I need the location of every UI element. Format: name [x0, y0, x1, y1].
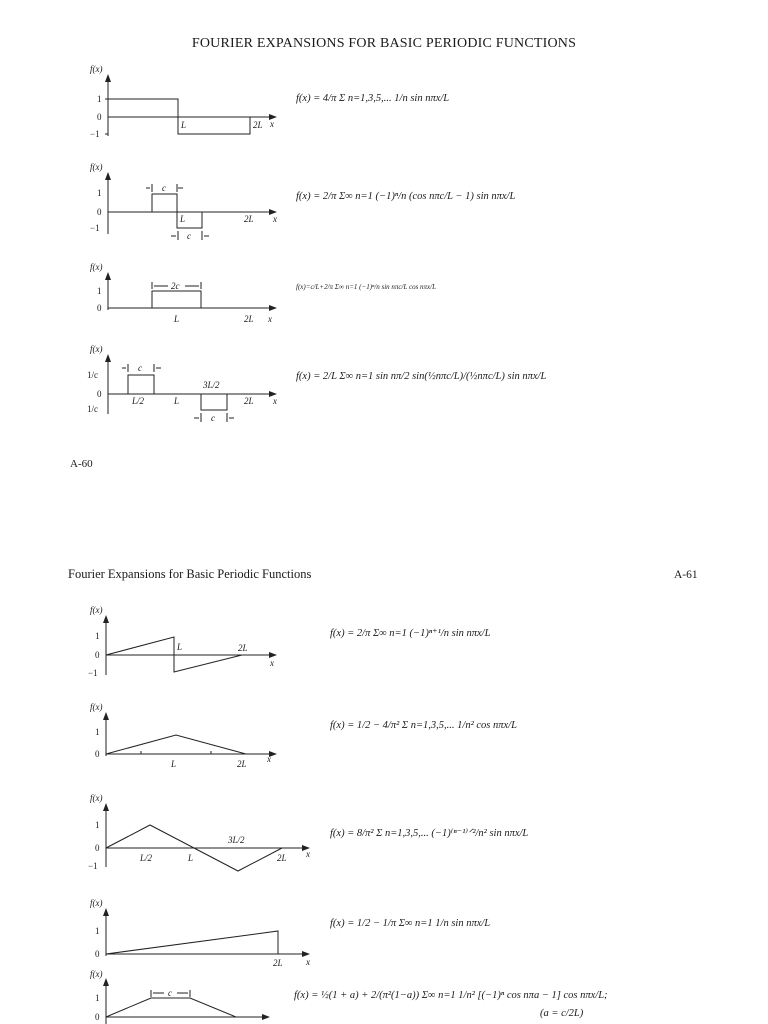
formula-9: f(x) = ½(1 + a) + 2/(π²(1−a)) Σ∞ n=1 1/n² [(−1)ⁿ cos nπa − 1] cos nπx/L;	[294, 990, 608, 1001]
graph-trapezoid	[70, 968, 290, 1024]
axis-label-fx: f(x)	[90, 793, 103, 803]
formula-9-note: (a = c/2L)	[540, 1008, 584, 1019]
tick-label-2L: 2L	[253, 120, 263, 130]
tick-label-1: 1	[95, 926, 100, 936]
tick-label-2L: 2L	[244, 396, 254, 406]
axis-label-x: x	[267, 754, 271, 764]
tick-label-1: 1	[97, 188, 102, 198]
tick-label-0: 0	[97, 389, 102, 399]
axis-label-fx: f(x)	[90, 64, 103, 74]
formula-5: f(x) = 2/π Σ∞ n=1 (−1)ⁿ⁺¹/n sin nπx/L	[330, 628, 491, 639]
tick-label-L: L	[171, 759, 177, 769]
axis-label-fx: f(x)	[90, 898, 103, 908]
formula-4: f(x) = 2/L Σ∞ n=1 sin nπ/2 sin(½nπc/L)/(½nπc/L) sin nπx/L	[296, 371, 547, 382]
tick-label-1: 1	[95, 820, 100, 830]
tick-label-2L: 2L	[273, 958, 283, 968]
formula-2: f(x) = 2/π Σ∞ n=1 (−1)ⁿ/n (cos nπc/L − 1) sin nπx/L	[296, 191, 516, 202]
tick-label-L: L	[174, 314, 180, 324]
width-label-c: c	[187, 231, 191, 241]
graph-zigzag	[70, 791, 320, 873]
graph-ramp	[70, 896, 320, 968]
axis-label-x: x	[270, 658, 274, 668]
tick-label-1-over-c: 1/c	[87, 370, 98, 380]
tick-label-0: 0	[95, 949, 100, 959]
width-label-2c: 2c	[171, 281, 180, 291]
tick-label-L: L	[188, 853, 194, 863]
width-label-c: c	[138, 363, 142, 373]
axis-label-fx: f(x)	[90, 262, 103, 272]
tick-label-0: 0	[95, 650, 100, 660]
page-number: A-61	[674, 569, 698, 581]
tick-label-3L-half: 3L/2	[228, 835, 245, 845]
axis-label-fx: f(x)	[90, 702, 103, 712]
tick-label-minus-1: −1	[88, 668, 98, 678]
tick-label-2L: 2L	[238, 643, 248, 653]
tick-label-0: 0	[95, 843, 100, 853]
axis-label-x: x	[306, 957, 310, 967]
tick-label-2L: 2L	[237, 759, 247, 769]
axis-label-fx: f(x)	[90, 605, 103, 615]
axis-label-fx: f(x)	[90, 969, 103, 979]
tick-label-0: 0	[97, 303, 102, 313]
graph-impulse-pulses	[70, 342, 290, 424]
formula-3: f(x)=c/L+2/π Σ∞ n=1 (−1)ⁿ/n sin nπc/L cos nπx/L	[296, 283, 436, 291]
tick-label-2L: 2L	[244, 214, 254, 224]
running-head: Fourier Expansions for Basic Periodic Functions	[68, 567, 312, 581]
tick-label-L: L	[174, 396, 180, 406]
tick-label-1: 1	[97, 94, 102, 104]
formula-6: f(x) = 1/2 − 4/π² Σ n=1,3,5,... 1/n² cos nπx/L	[330, 720, 517, 731]
tick-label-L-half: L/2	[132, 396, 145, 406]
tick-label-0: 0	[97, 112, 102, 122]
tick-label-3L-half: 3L/2	[203, 380, 220, 390]
page-number: A-60	[70, 458, 93, 470]
formula-1: f(x) = 4/π Σ n=1,3,5,... 1/n sin nπx/L	[296, 93, 450, 104]
tick-label-1: 1	[95, 727, 100, 737]
graph-centered-pulse	[70, 260, 290, 326]
formula-8: f(x) = 1/2 − 1/π Σ∞ n=1 1/n sin nπx/L	[330, 918, 491, 929]
width-label-c: c	[211, 413, 215, 423]
tick-label-1: 1	[95, 993, 100, 1003]
page-title: FOURIER EXPANSIONS FOR BASIC PERIODIC FUNCTIONS	[191, 36, 577, 51]
tick-label-1-over-c: 1/c	[87, 404, 98, 414]
width-label-c: c	[168, 988, 172, 998]
graph-square-wave	[70, 62, 290, 142]
tick-label-L: L	[181, 120, 187, 130]
axis-label-fx: f(x)	[90, 162, 103, 172]
tick-label-0: 0	[95, 1012, 100, 1022]
graph-triangle-wave	[70, 700, 290, 772]
axis-label-x: x	[270, 119, 274, 129]
tick-label-0: 0	[97, 207, 102, 217]
tick-label-minus-1: −1	[88, 861, 98, 871]
tick-label-2L: 2L	[277, 853, 287, 863]
axis-label-x: x	[306, 849, 310, 859]
tick-label-minus-1: −1	[90, 223, 100, 233]
tick-label-0: 0	[95, 749, 100, 759]
graph-sawtooth	[70, 603, 290, 683]
formula-7: f(x) = 8/π² Σ n=1,3,5,... (−1)⁽ⁿ⁻¹⁾ᐟ²/n² sin nπx/L	[330, 828, 529, 839]
tick-label-L: L	[180, 214, 186, 224]
axis-label-x: x	[268, 314, 272, 324]
tick-label-L-half: L/2	[140, 853, 153, 863]
tick-label-L: L	[177, 642, 183, 652]
graph-pulse-pair	[70, 160, 290, 242]
axis-label-x: x	[273, 396, 277, 406]
tick-label-1: 1	[97, 286, 102, 296]
tick-label-1: 1	[95, 631, 100, 641]
axis-label-x: x	[273, 214, 277, 224]
tick-label-minus-1: −1	[90, 129, 100, 139]
width-label-c: c	[162, 183, 166, 193]
axis-label-fx: f(x)	[90, 344, 103, 354]
tick-label-2L: 2L	[244, 314, 254, 324]
